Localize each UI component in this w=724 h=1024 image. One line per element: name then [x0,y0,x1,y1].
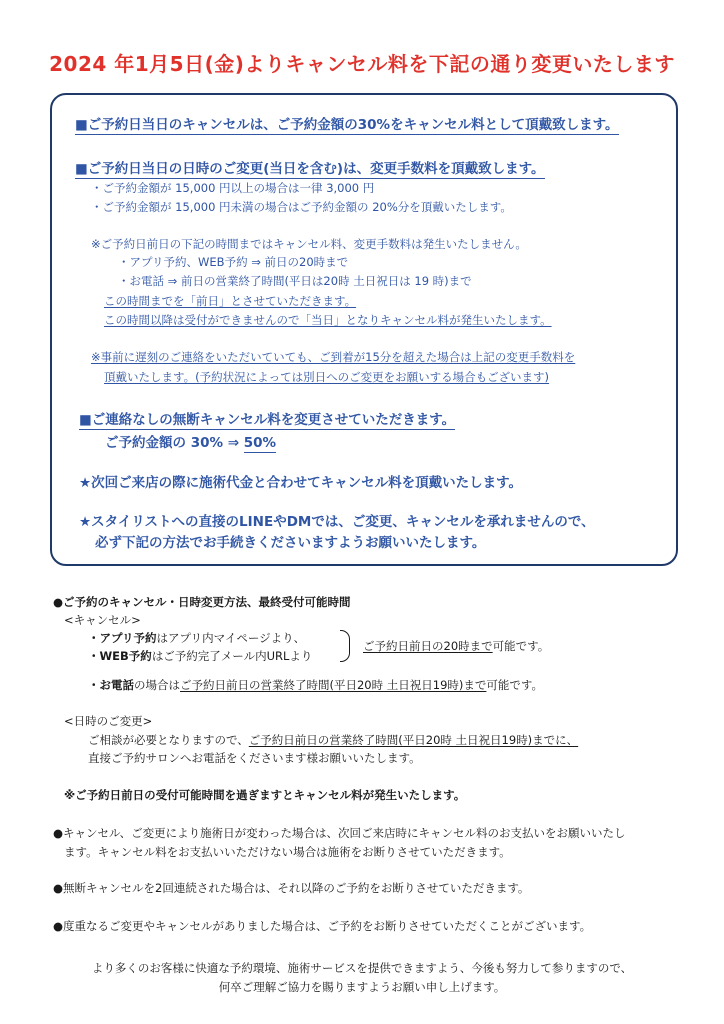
change-fee-over-15000: ・ご予約金額が 15,000 円以上の場合は一律 3,000 円 [91,181,375,195]
closing-message-cont: 何卒ご理解ご協力を賜りますようお願い申し上げます。 [218,980,506,994]
next-visit-charge-note: ★次回ご来店の際に施術代金と合わせてキャンセル料を頂戴いたします。 [79,475,523,491]
late-arrival-note: ※事前に遅刻のご連絡をいただいていても、ご到着が15分を超えた場合は上記の変更手数料を [91,350,576,364]
same-day-cancel-rule: ■ご予約日当日のキャンセルは、ご予約金額の30%をキャンセル料として頂戴致します。 [75,117,619,133]
repeated-no-show-note: ●無断キャンセルを2回連続された場合は、それ以降のご予約をお断りさせていただきます。 [53,881,530,895]
direct-message-note: ★スタイリストへの直接のLINEやDMでは、ご変更、キャンセルを承れませんので、 [79,514,595,530]
date-change-note: ●キャンセル、ご変更により施術日が変わった場合は、次回ご来店時にキャンセル料のお支払いをお願いいたし [53,826,626,840]
app-web-deadline: ご予約日前日の20時まで可能です。 [363,639,550,653]
app-cancel-method: ・アプリ予約はアプリ内マイページより、 [88,631,306,645]
brace-icon [340,630,350,662]
change-method: ご相談が必要となりますので、ご予約日前日の営業終了時間(平日20時 土日祝日19時)までに、 [88,733,579,747]
direct-message-note-cont: 必ず下記の方法でお手続きくださいますようお願いいたします。 [95,535,486,551]
after-hours-note: この時間以降は受付ができませんので「当日」となりキャンセル料が発生いたします。 [104,313,552,327]
change-subheading: <日時のご変更> [64,714,153,728]
change-method-cont: 直接ご予約サロンへお電話をくださいます様お願いいたします。 [88,751,421,765]
phone-cancel-method: ・お電話の場合はご予約日前日の営業終了時間(平日20時 土日祝日19時)まで可能です。 [88,678,543,692]
late-arrival-note-cont: 頂戴いたします。(予約状況によっては別日へのご変更をお願いする場合もございます) [104,370,550,384]
page-title: 2024 年1月5日(金)よりキャンセル料を下記の通り変更いたします [49,52,675,76]
date-change-note-cont: ます。キャンセル料をお支払いいただけない場合は施術をお断りさせていただきます。 [64,845,511,859]
cancel-subheading: <キャンセル> [64,613,141,627]
methods-heading: ●ご予約のキャンセル・日時変更方法、最終受付可能時間 [53,595,351,609]
closing-message: より多くのお客様に快適な予約環境、施術サービスを提供できますよう、今後も努力して参りますので、 [91,961,633,975]
no-show-rule: ■ご連絡なしの無断キャンセル料を変更させていただきます。 [79,412,456,428]
free-period-phone: ・お電話 ⇒ 前日の営業終了時間(平日は20時 土日祝日は 19 時)まで [118,274,472,288]
web-cancel-method: ・WEB予約はご予約完了メール内URLより [88,649,313,663]
free-period-app-web: ・アプリ予約、WEB予約 ⇒ 前日の20時まで [118,255,349,269]
change-fee-under-15000: ・ご予約金額が 15,000 円未満の場合はご予約金額の 20%分を頂戴いたします。 [91,200,512,214]
no-show-new-rate: 50% [243,435,277,451]
free-period-note: ※ご予約日前日の下記の時間まではキャンセル料、変更手数料は発生いたしません。 [91,237,527,251]
frequent-change-note: ●度重なるご変更やキャンセルがありました場合は、ご予約をお断りさせていただくことがございます。 [53,919,592,933]
previous-day-definition: この時間までを「前日」とさせていただきます。 [104,294,357,308]
same-day-change-rule: ■ご予約日当日の日時のご変更(当日を含む)は、変更手数料を頂戴致します。 [75,161,545,177]
deadline-warning: ※ご予約日前日の受付可能時間を過ぎますとキャンセル料が発生いたします。 [64,788,466,802]
no-show-fee-change: ご予約金額の 30% ⇒ 50% [105,435,277,451]
